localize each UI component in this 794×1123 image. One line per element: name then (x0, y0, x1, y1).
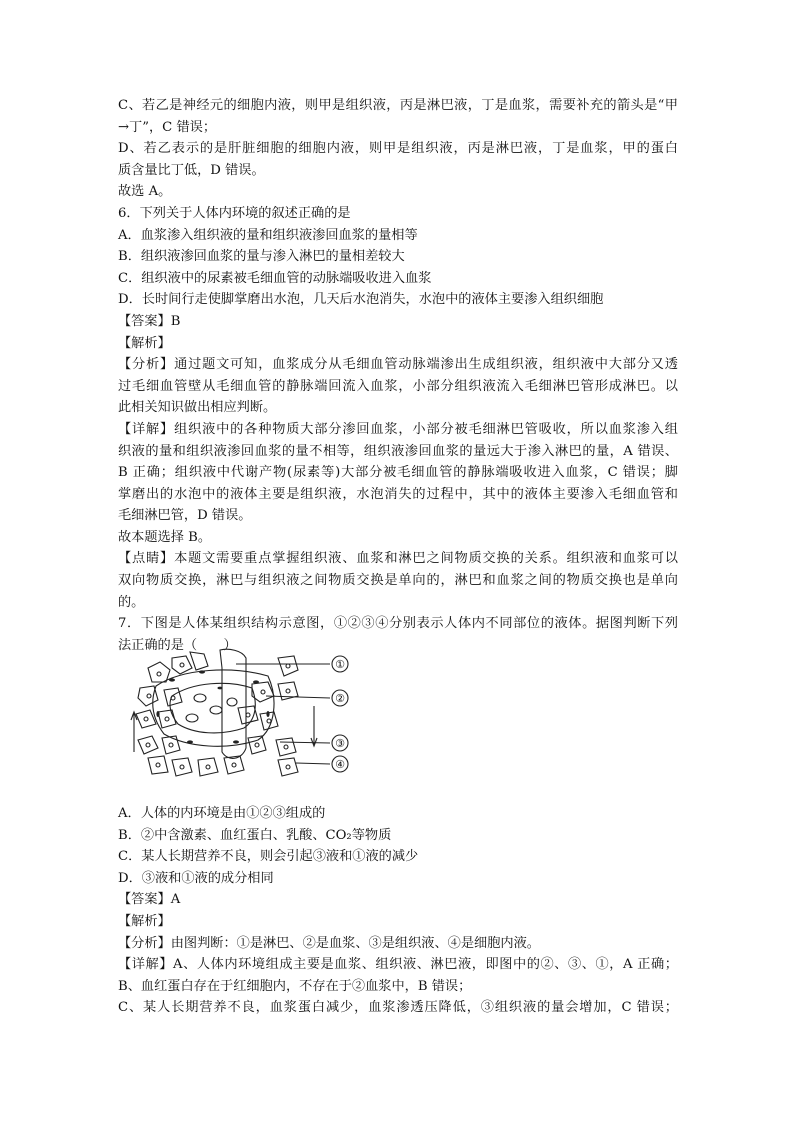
tissue-cell (136, 710, 156, 728)
text-line: 故选 A。 (118, 184, 172, 200)
text-line: 过毛细血管壁从毛细血管的静脉端回流入血浆，小部分组织液流入毛细淋巴管形成淋巴。以 (118, 378, 678, 394)
text-line: D．③液和①液的成分相同 (118, 870, 274, 886)
tissue-cell (172, 656, 192, 674)
tissue-cell (278, 656, 298, 676)
tissue-diagram (128, 648, 358, 786)
text-line: 【详解】A、人体内环境组成主要是血浆、组织液、淋巴液，即图中的②、③、①，A 正确； (118, 957, 678, 973)
text-line: 【详解】组织液中的各种物质大部分渗回血浆，小部分被毛细淋巴管吸收，所以血浆渗入组 (118, 421, 678, 437)
text-line: C、若乙是神经元的细胞内液，则甲是组织液，丙是淋巴液，丁是血浆，需要补充的箭头是“甲 (118, 98, 678, 113)
figure-label-2: ② (335, 692, 345, 705)
tissue-cell (164, 688, 182, 706)
text-line: 毛细淋巴管，D 错误。 (118, 508, 252, 524)
text-line: 故本题选择 B。 (118, 529, 212, 545)
text-line: D．长时间行走使脚掌磨出水泡，几天后水泡消失，水泡中的液体主要渗入组织细胞 (118, 292, 604, 308)
text-line: 此相关知识做出相应判断。 (118, 400, 277, 416)
text-line: B、血红蛋白存在于红细胞内，不存在于②血浆中，B 错误； (118, 978, 472, 994)
leader-line-4 (296, 763, 330, 764)
text-line: C．组织液中的尿素被毛细血管的动脉端吸收进入血浆 (118, 270, 432, 286)
text-block-top (118, 95, 678, 656)
text-line: A．人体的内环境是由①②③组成的 (118, 806, 326, 821)
tissue-cell (148, 756, 168, 774)
capillary-lumen (170, 683, 255, 733)
text-line: 法正确的是（ ） (118, 637, 237, 653)
text-line: 【答案】B (118, 313, 181, 329)
text-line: C．某人长期营养不良，则会引起③液和①液的减少 (118, 849, 419, 865)
text-line: B 正确；组织液中代谢产物(尿素等)大部分被毛细血管的静脉端吸收进入血浆，C 错误；脚 (118, 465, 678, 481)
text-line: 【解析】 (118, 913, 171, 929)
text-line: 质含量比丁低，D 错误。 (118, 162, 265, 178)
leader-line-3 (280, 742, 330, 743)
text-line: 【分析】通过题文可知，血浆成分从毛细血管动脉端渗出生成组织液，组织液中大部分又透 (118, 357, 678, 373)
tissue-cell (278, 758, 298, 776)
text-line: 【解析】 (118, 335, 171, 351)
tissue-cell (158, 710, 176, 728)
lymph-capillary (220, 649, 246, 758)
tissue-cell (172, 758, 192, 776)
tissue-cell (190, 652, 208, 670)
tissue-cell (162, 736, 180, 754)
text-line: B．组织液渗回血浆的量与渗入淋巴的量相差较大 (118, 249, 405, 265)
tissue-cell (276, 738, 296, 756)
text-line: B．②中含激素、血红蛋白、乳酸、CO₂等物质 (118, 827, 392, 843)
tissue-cell (248, 736, 266, 754)
tissue-cell (198, 758, 218, 776)
text-line: →丁”，C 错误； (118, 119, 217, 135)
tissue-diagram-svg (128, 648, 358, 786)
text-line: 掌磨出的水泡中的液体主要是组织液，水泡消失的过程中，其中的液体主要渗入毛细血管和 (118, 486, 678, 502)
text-line: 【答案】A (118, 892, 181, 908)
text-line: 7．下图是人体某组织结构示意图，①②③④分别表示人体内不同部位的液体。据图判断下列 (118, 616, 678, 632)
text-line: C、某人长期营养不良，血浆蛋白减少，血浆渗透压降低，③组织液的量会增加，C 错误； (118, 1000, 678, 1016)
tissue-cell (138, 736, 158, 754)
text-line: 【分析】由图判断：①是淋巴、②是血浆、③是组织液、④是细胞内液。 (118, 935, 540, 951)
figure-label-1: ① (335, 658, 345, 671)
text-line: 6．下列关于人体内环境的叙述正确的是 (118, 205, 351, 221)
text-block-bottom (118, 803, 678, 1019)
text-line: 双向物质交换，淋巴与组织液之间物质交换是单向的，淋巴和血浆之间的物质交换也是单向 (118, 573, 678, 589)
text-line: A．血浆渗入组织液的量和组织液渗回血浆的量相等 (118, 227, 418, 243)
text-line: 织液的量和组织液渗回血浆的量不相等，组织液渗回血浆的量远大于渗入淋巴的量，A 错误、 (118, 443, 678, 459)
text-line: 的。 (118, 594, 145, 610)
text-line: 【点睛】本题文需要重点掌握组织液、血浆和淋巴之间物质交换的关系。组织液和血浆可以 (118, 551, 678, 567)
figure-label-3: ③ (335, 737, 345, 750)
text-line: D、若乙表示的是肝脏细胞的细胞内液，则甲是组织液，丙是淋巴液，丁是血浆，甲的蛋白 (118, 141, 678, 157)
figure-label-4: ④ (335, 758, 345, 771)
